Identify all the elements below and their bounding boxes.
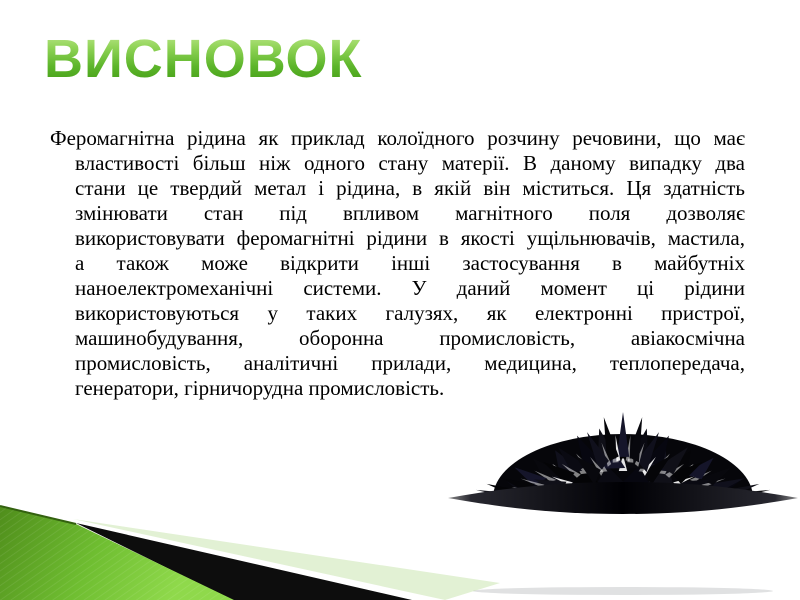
body-line: стани це твердий метал і рідина, в якій він міститься. Ця здатність xyxy=(75,176,745,200)
body-line: машинобудування, оборонна промисловість, авіакосмічна xyxy=(75,326,745,350)
ferrofluid-shadow xyxy=(473,587,773,595)
ferrofluid-image xyxy=(446,402,800,598)
corner-decoration xyxy=(0,490,510,600)
body-line: змінювати стан під впливом магнітного поля дозволяє xyxy=(75,201,745,225)
body-line: використовувати феромагнітні рідини в якості ущільнювачів, мастила, xyxy=(75,226,745,250)
body-line: генератори, гірничорудна промисловість. xyxy=(75,376,445,400)
body-line: властивості більш ніж одного стану матерії. В даному випадку два xyxy=(75,151,745,175)
body-line: використовуються у таких галузях, як електронні пристрої, xyxy=(75,301,745,325)
body-line: Феромагнітна рідина як приклад колоїдного розчину речовини, що має xyxy=(50,126,745,150)
slide-title: ВИСНОВОК xyxy=(44,29,363,89)
body-line: а також може відкрити інші застосування в майбутніх xyxy=(75,251,745,275)
body-line: наноелектромеханічні системи. У даний момент ці рідини xyxy=(75,276,745,300)
body-line: промисловість, аналітичні прилади, медицина, теплопередача, xyxy=(75,351,745,375)
body-text xyxy=(50,126,745,401)
